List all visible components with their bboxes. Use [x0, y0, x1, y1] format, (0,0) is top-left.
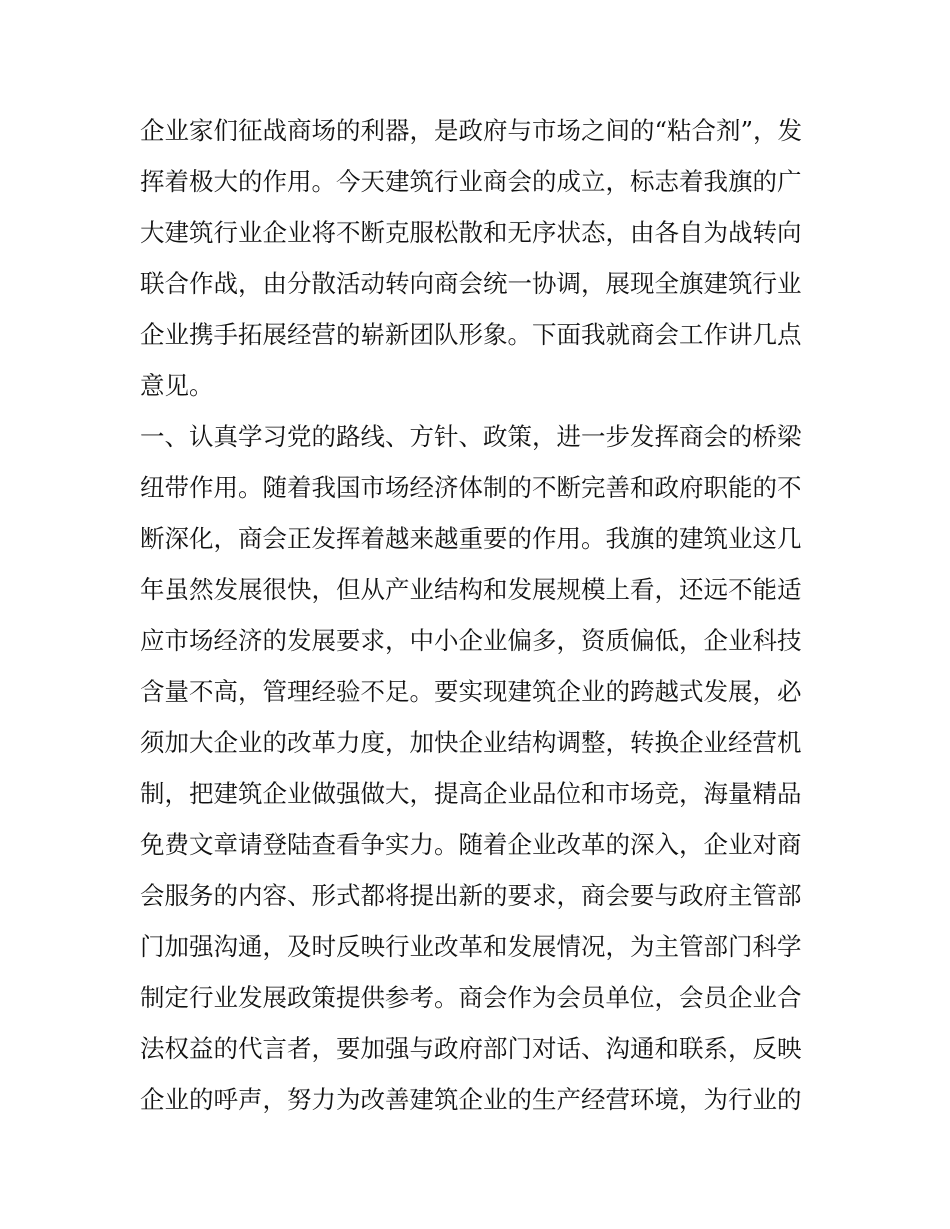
text-line: 须加大企业的改革力度，加快企业结构调整，转换企业经营机: [140, 728, 802, 757]
text-line: 纽带作用。随着我国市场经济体制的不断完善和政府职能的不: [140, 473, 802, 502]
body-text: [140, 105, 820, 1125]
text-line: 企业的呼声，努力为改善建筑企业的生产经营环境，为行业的: [140, 1085, 802, 1114]
text-line: 断深化，商会正发挥着越来越重要的作用。我旗的建筑业这几: [140, 524, 802, 553]
text-line: 制，把建筑企业做强做大，提高企业品位和市场竞，海量精品: [140, 779, 802, 808]
text-line: 大建筑行业企业将不断克服松散和无序状态，由各自为战转向: [140, 218, 802, 247]
text-line: 挥着极大的作用。今天建筑行业商会的成立，标志着我旗的广: [140, 167, 802, 196]
text-line: 应市场经济的发展要求，中小企业偏多，资质偏低，企业科技: [140, 626, 802, 655]
text-line: 制定行业发展政策提供参考。商会作为会员单位，会员企业合: [140, 983, 802, 1012]
text-line: 免费文章请登陆查看争实力。随着企业改革的深入，企业对商: [140, 830, 802, 859]
text-line: 企业家们征战商场的利器，是政府与市场之间的“粘合剂”，发: [140, 116, 803, 145]
text-line: 法权益的代言者，要加强与政府部门对话、沟通和联系，反映: [140, 1034, 802, 1063]
text-line: 企业携手拓展经营的崭新团队形象。下面我就商会工作讲几点: [140, 320, 802, 349]
text-line: 意见。: [140, 371, 214, 400]
text-line: 年虽然发展很快，但从产业结构和发展规模上看，还远不能适: [140, 575, 802, 604]
section-heading-line: 一、认真学习党的路线、方针、政策，进一步发挥商会的桥梁: [140, 422, 802, 451]
text-line: 会服务的内容、形式都将提出新的要求，商会要与政府主管部: [140, 881, 802, 910]
text-line: 联合作战，由分散活动转向商会统一协调，展现全旗建筑行业: [140, 269, 802, 298]
text-line: 门加强沟通，及时反映行业改革和发展情况，为主管部门科学: [140, 932, 802, 961]
text-line: 含量不高，管理经验不足。要实现建筑企业的跨越式发展，必: [140, 677, 802, 706]
